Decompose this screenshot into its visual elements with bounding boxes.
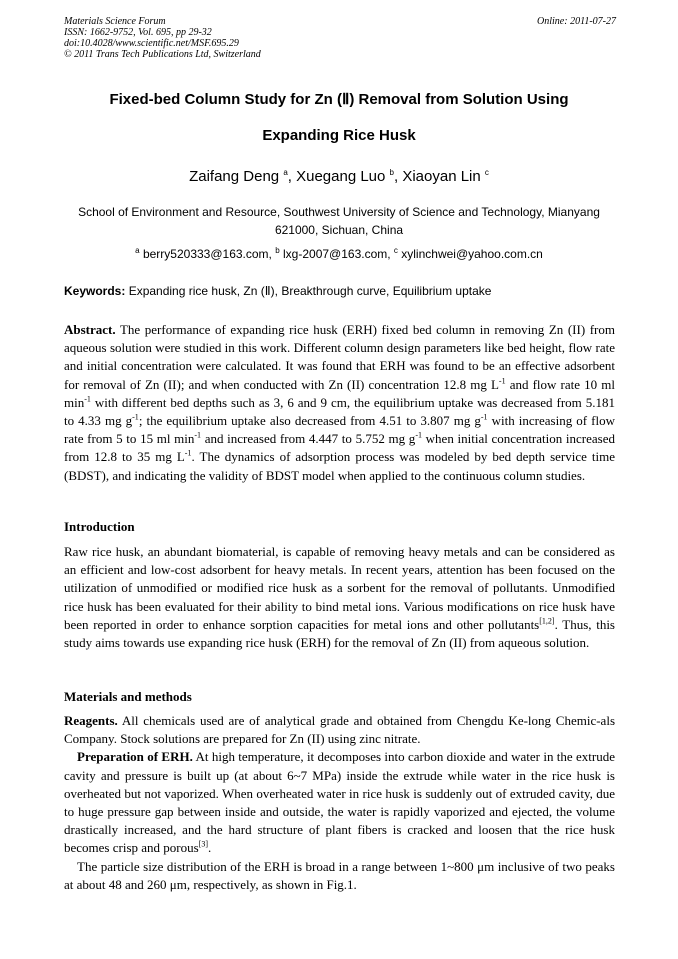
author-2: Xuegang Luo <box>296 168 386 185</box>
reagents-paragraph: Reagents. All chemicals used are of analytical grade and obtained from Chengdu Ke-long Chemic-als Company. Stock solutions are prepared for Zn (II) using zinc nitrate. <box>64 713 615 747</box>
abstract-label: Abstract. <box>64 322 116 337</box>
author-list: Zaifang Deng $^a$, Xuegang Luo $^b$, Xiaoyan Lin $^c$ <box>189 168 489 185</box>
preparation-paragraph: Preparation of ERH. At high temperature, it decomposes into carbon dioxide and water in the extrude cavity and pressure is built up (at about 6~7 MPa) inside the extrude while water in the rice husk is overheated but not vaporized. When overheated water in rice husk is suddenly out of extruded cavity, due to huge pressure gap between inside and outside, the water is rapidly vaporized and ejected, the volume drastically increased, and the hard structure of plant fibers is cracked and loosen that the rice husk becomes crisp and porous[3]. <box>64 749 615 856</box>
author-2-affil: b <box>389 168 394 177</box>
section-heading-introduction: Introduction <box>64 519 135 534</box>
journal-header <box>64 16 616 60</box>
affiliation-line-1: School of Environment and Resource, Southwest University of Science and Technology, Mianyang <box>78 205 600 219</box>
particle-size-paragraph: The particle size distribution of the ERH is broad in a range between 1~800 μm inclusive of two peaks at about 48 and 260 μm, respectively, as shown in Fig.1. <box>64 858 615 892</box>
author-1: Zaifang Deng <box>189 168 280 185</box>
email-3: xylinchwei@yahoo.com.cn <box>401 247 543 261</box>
journal-doi: doi:10.4028/www.scientific.net/MSF.695.29 <box>64 38 239 49</box>
paper-title-line-1: Fixed-bed Column Study for Zn (Ⅱ) Removal from Solution Using <box>109 91 569 108</box>
journal-copyright: © 2011 Trans Tech Publications Ltd, Switzerland <box>64 49 261 60</box>
journal-issn: ISSN: 1662-9752, Vol. 695, pp 29-32 <box>64 27 212 38</box>
methods-paragraphs <box>64 712 615 894</box>
citation-3: [3] <box>198 840 208 850</box>
email-2: lxg-2007@163.com, <box>283 247 394 261</box>
section-heading-methods: Materials and methods <box>64 689 192 704</box>
online-date: Online: 2011-07-27 <box>537 16 616 27</box>
paper-title-line-2: Expanding Rice Husk <box>262 127 416 144</box>
affiliation-line-2: 621000, Sichuan, China <box>274 223 404 237</box>
author-1-affil: a <box>283 168 288 177</box>
journal-name: Materials Science Forum <box>64 16 166 27</box>
author-3: Xiaoyan Lin <box>402 168 481 185</box>
email-list: $^a$ berry520333@163.com, $^b$ lxg-2007@163.com, $^c$ xylinchwei@yahoo.com.cn <box>135 246 543 261</box>
reagents-label: Reagents. <box>64 713 118 728</box>
keywords <box>64 284 616 298</box>
email-1: berry520333@163.com, <box>142 247 276 261</box>
author-3-affil: c <box>484 168 489 177</box>
introduction-paragraph: Raw rice husk, an abundant biomaterial, is capable of removing heavy metals and can be considered as an efficient and low-cost adsorbent for heavy metals. In recent years, attention has been focused on the utilization of unmodified or modified rice husk as a sorbent for the removal of pollutants. Unmodified rice husk has been evaluated for their ability to bind metal ions. Various modifications on rice husk have been reported in order to enhance sorption capacities for metal ions and other pollutants[1,2]. Thus, this study aims towards use expanding rice husk (ERH) for the removal of Zn (II) from aqueous solution. <box>64 544 615 651</box>
citation-1-2: [1,2] <box>539 616 555 626</box>
keywords-text: Expanding rice husk, Zn (Ⅱ), Breakthrough curve, Equilibrium uptake <box>125 284 492 298</box>
preparation-label: Preparation of ERH. <box>77 749 193 765</box>
abstract-paragraph: Abstract. The performance of expanding rice husk (ERH) fixed bed column in removing Zn (II) from aqueous solution were studied in this work. Different column design parameters like bed height, flow rate and initial concentration were calculated. It was found that ERH was found to be an effective adsorbent for removal of Zn (II); and when conducted with Zn (II) concentration 12.8 mg $L^{-1}$ and flow rate 10 ml $\min^{-1}$ with different bed depths such as 3, 6 and 9 cm, the equilibrium uptake was decreased from 5.181 to 4.33 mg $g^{-1}$; the equilibrium uptake also decreased from 4.51 to 3.807 mg $g^{-1}$ with increasing of flow rate from 5 to 15 ml $\min^{-1}$ and increased from 4.447 to 5.752 mg $g^{-1}$ when initial concentration increased from 12.8 to 35 mg $L^{-1}$. The dynamics of adsorption process was modeled by bed depth service time (BDST), and indicating the validity of BDST model when applied to the continuous column studies. <box>64 322 616 483</box>
keywords-label: Keywords: <box>64 284 126 298</box>
